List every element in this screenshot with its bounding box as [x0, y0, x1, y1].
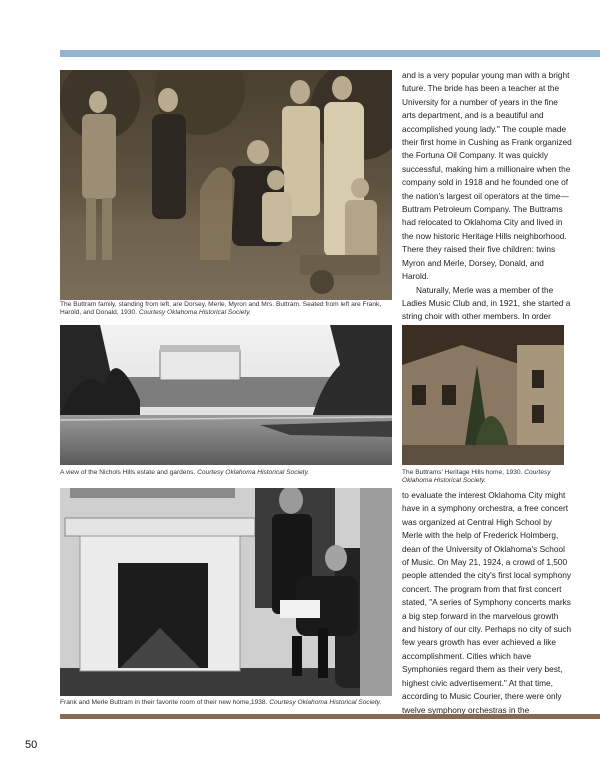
bottom-accent-bar	[60, 714, 600, 719]
estate-photo-caption: A view of the Nichols Hills estate and gardens. Courtesy Oklahoma Historical Society.	[60, 469, 310, 476]
estate-photo	[60, 325, 392, 465]
fireplace-photo	[60, 488, 392, 696]
fireplace-photo-caption: Frank and Merle Buttram in their favorite room of their new home,1938. Courtesy Oklahoma Historical Society.	[60, 699, 382, 706]
family-photo-caption: The Buttram family, standing from left, are Dorsey, Merle, Myron and Mrs. Buttram. Seated from left are Frank, Harold, and Donald, 1930. Courtesy Oklahoma Historical Society.	[60, 301, 382, 316]
page-number: 50	[25, 739, 38, 751]
article-paragraph: and is a very popular young man with a bright future. The bride has been a teacher at the University for a number of years in the fine arts department, and is a beautiful and accomplished young lady." The couple made their first home in Cushing as Frank organized the Fortuna Oil Company. It was quickly successful, making him a millionaire when the company sold in 1918 and he founded one of the nation's largest oil operators at the time—Buttram Petroleum Company. The Buttrams had relocated to Oklahoma City and lived in the now historic Heritage Hills neighborhood. There they raised their five children: twins Myron and Merle, Dorsey, Donald, and Harold.	[402, 70, 572, 282]
article-paragraph: Naturally, Merle was a member of the Ladies Music Club and, in 1921, she started a string choir with other members. In order	[402, 284, 571, 322]
home-photo-caption: The Buttrams' Heritage Hills home, 1930. Courtesy Oklahoma Historical Society.	[402, 469, 551, 484]
article-column-top	[402, 69, 572, 324]
article-column-bottom	[402, 489, 572, 717]
family-photo	[60, 70, 392, 300]
home-photo	[402, 325, 564, 465]
article-paragraph: to evaluate the interest Oklahoma City might have in a symphony orchestra, a free concert was organized at Central High School by Merle with the help of Frederick Holmberg, dean of the University of Oklahoma's School of Music. On May 21, 1924, a crowd of 1,500 people attended the city's first local symphony concert. The program from that first concert stated, "A series of Symphony concerts marks a big step forward in the marvelous growth and history of our city. Perhaps no city of such few years growth has ever achieved a like accomplishment. Cities which have Symphonies regard them as their very best, highest civic advertisement." At that time, according to Music Courier, there were only twelve symphony orchestras in the	[402, 490, 572, 715]
top-accent-bar	[60, 50, 600, 57]
